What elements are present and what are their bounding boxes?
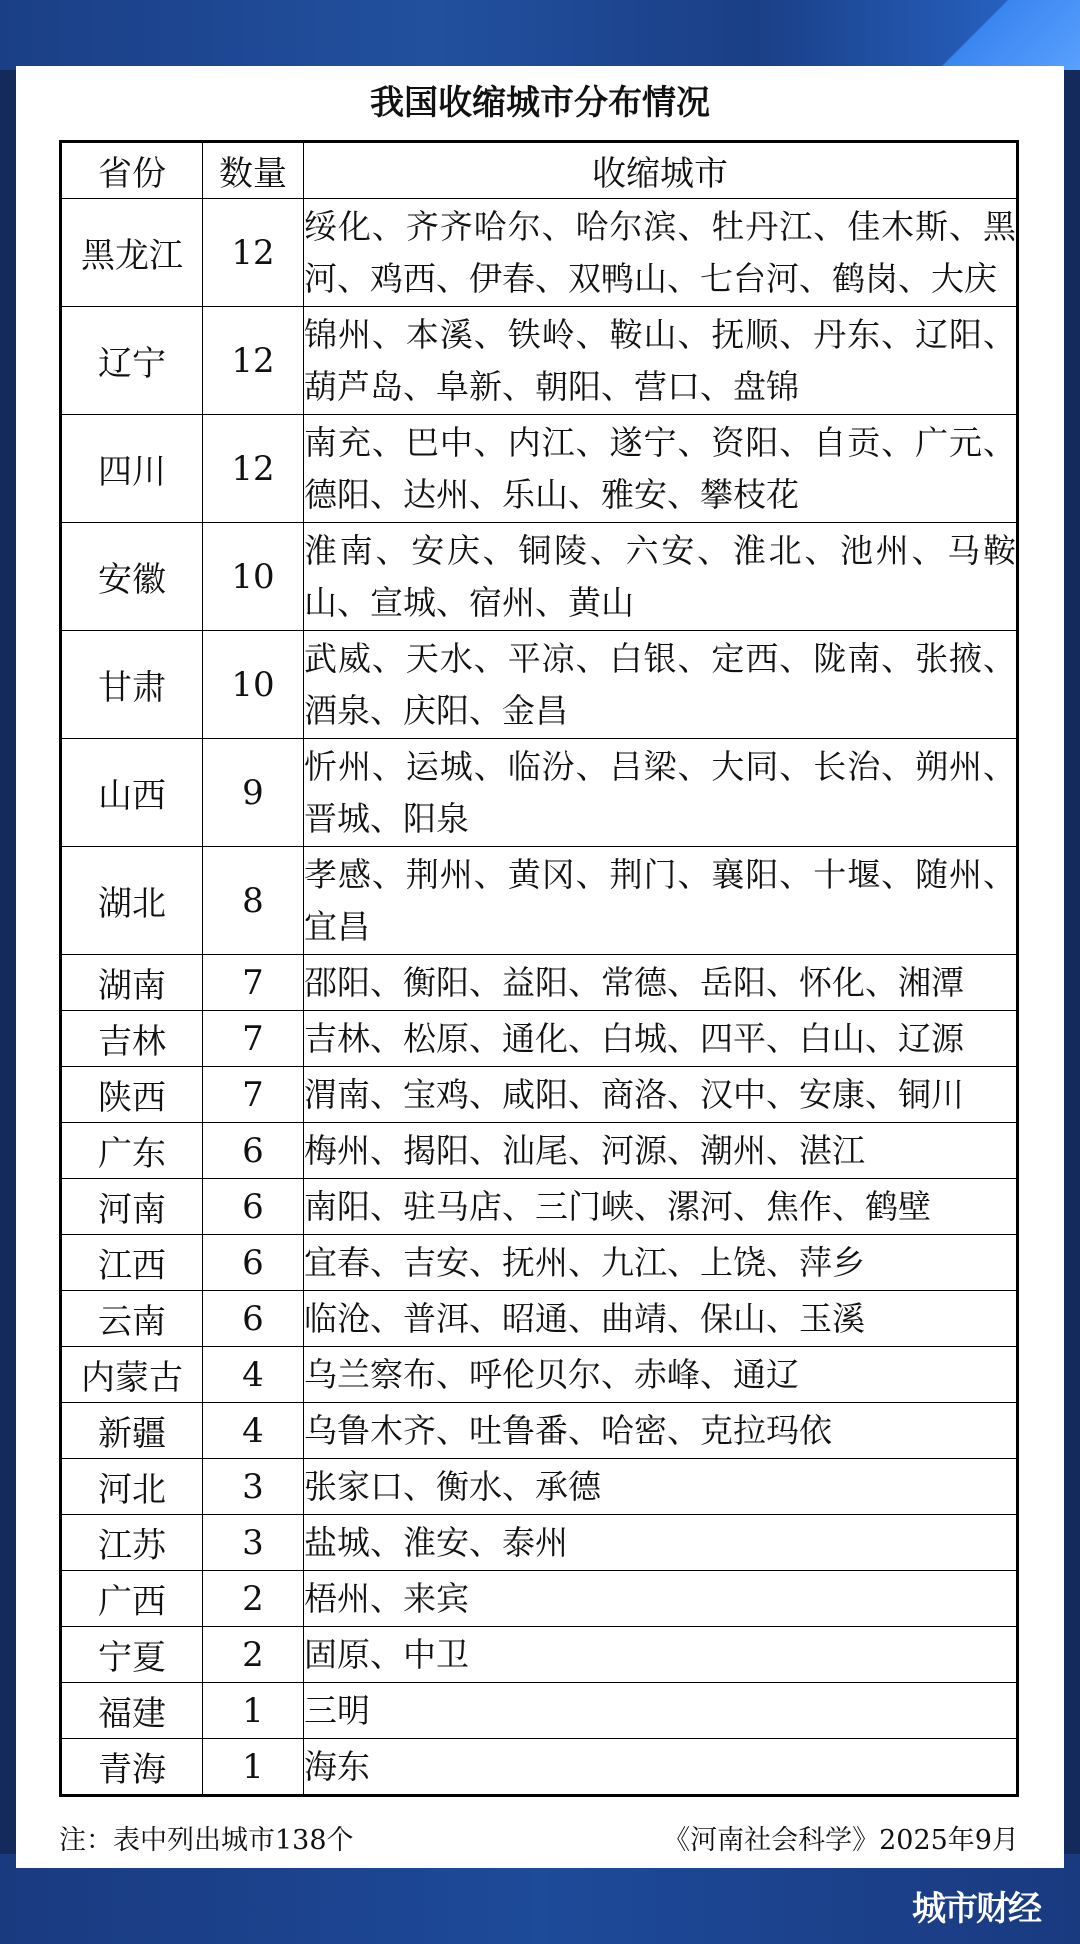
cities-cell: 梧州、来宾 [304, 1571, 1018, 1627]
count-cell: 6 [203, 1123, 304, 1179]
cities-cell: 孝感、荆州、黄冈、荆门、襄阳、十堰、随州、宜昌 [304, 847, 1018, 955]
table-row [61, 199, 1018, 307]
cities-cell: 忻州、运城、临汾、吕梁、大同、长治、朔州、晋城、阳泉 [304, 739, 1018, 847]
shrinking-cities-table [59, 140, 1019, 1797]
cities-cell: 武威、天水、平凉、白银、定西、陇南、张掖、酒泉、庆阳、金昌 [304, 631, 1018, 739]
document-card [16, 66, 1064, 1868]
count-cell: 6 [203, 1291, 304, 1347]
table-row [61, 1627, 1018, 1683]
cities-cell: 南阳、驻马店、三门峡、漯河、焦作、鹤壁 [304, 1179, 1018, 1235]
table-note: 注：表中列出城市138个 [59, 1825, 354, 1856]
cities-cell: 固原、中卫 [304, 1627, 1018, 1683]
count-cell: 3 [203, 1515, 304, 1571]
table-row [61, 1683, 1018, 1739]
province-cell: 云南 [61, 1291, 203, 1347]
cities-cell: 乌鲁木齐、吐鲁番、哈密、克拉玛依 [304, 1403, 1018, 1459]
table-row [61, 1235, 1018, 1291]
count-cell: 12 [203, 415, 304, 523]
cities-cell: 邵阳、衡阳、益阳、常德、岳阳、怀化、湘潭 [304, 955, 1018, 1011]
province-cell: 山西 [61, 739, 203, 847]
cities-cell: 乌兰察布、呼伦贝尔、赤峰、通辽 [304, 1347, 1018, 1403]
province-cell: 湖北 [61, 847, 203, 955]
province-cell: 广东 [61, 1123, 203, 1179]
cities-cell: 盐城、淮安、泰州 [304, 1515, 1018, 1571]
cities-cell: 海东 [304, 1739, 1018, 1796]
count-cell: 3 [203, 1459, 304, 1515]
table-row [61, 1179, 1018, 1235]
province-cell: 湖南 [61, 955, 203, 1011]
count-cell: 12 [203, 307, 304, 415]
province-cell: 河北 [61, 1459, 203, 1515]
cities-cell: 渭南、宝鸡、咸阳、商洛、汉中、安康、铜川 [304, 1067, 1018, 1123]
count-cell: 4 [203, 1403, 304, 1459]
cities-cell: 三明 [304, 1683, 1018, 1739]
table-row [61, 1403, 1018, 1459]
table-row [61, 1571, 1018, 1627]
table-row [61, 1067, 1018, 1123]
watermark-logo: 城市财经 [912, 1889, 1040, 1929]
table-title: 我国收缩城市分布情况 [370, 83, 710, 123]
table-row [61, 1011, 1018, 1067]
header-province: 省份 [61, 142, 203, 199]
header-band [0, 0, 1080, 70]
province-cell: 内蒙古 [61, 1347, 203, 1403]
count-cell: 9 [203, 739, 304, 847]
cities-cell: 吉林、松原、通化、白城、四平、白山、辽源 [304, 1011, 1018, 1067]
table-row [61, 415, 1018, 523]
table-row [61, 307, 1018, 415]
header-count: 数量 [203, 142, 304, 199]
count-cell: 7 [203, 1011, 304, 1067]
province-cell: 甘肃 [61, 631, 203, 739]
table-row [61, 955, 1018, 1011]
cities-cell: 淮南、安庆、铜陵、六安、淮北、池州、马鞍山、宣城、宿州、黄山 [304, 523, 1018, 631]
cities-cell: 梅州、揭阳、汕尾、河源、潮州、湛江 [304, 1123, 1018, 1179]
count-cell: 12 [203, 199, 304, 307]
province-cell: 辽宁 [61, 307, 203, 415]
count-cell: 2 [203, 1627, 304, 1683]
province-cell: 青海 [61, 1739, 203, 1796]
table-row [61, 1515, 1018, 1571]
table-row [61, 1347, 1018, 1403]
count-cell: 10 [203, 631, 304, 739]
table-row [61, 1291, 1018, 1347]
table-row [61, 1459, 1018, 1515]
count-cell: 10 [203, 523, 304, 631]
cities-cell: 张家口、衡水、承德 [304, 1459, 1018, 1515]
province-cell: 河南 [61, 1179, 203, 1235]
province-cell: 新疆 [61, 1403, 203, 1459]
count-cell: 1 [203, 1739, 304, 1796]
count-cell: 1 [203, 1683, 304, 1739]
province-cell: 黑龙江 [61, 199, 203, 307]
table-row [61, 847, 1018, 955]
cities-cell: 绥化、齐齐哈尔、哈尔滨、牡丹江、佳木斯、黑河、鸡西、伊春、双鸭山、七台河、鹤岗、大庆 [304, 199, 1018, 307]
count-cell: 6 [203, 1179, 304, 1235]
province-cell: 吉林 [61, 1011, 203, 1067]
province-cell: 江西 [61, 1235, 203, 1291]
source-citation: 《河南社会科学》2025年9月 [663, 1825, 1019, 1856]
province-cell: 宁夏 [61, 1627, 203, 1683]
province-cell: 四川 [61, 415, 203, 523]
table-row [61, 523, 1018, 631]
count-cell: 2 [203, 1571, 304, 1627]
header-cities: 收缩城市 [304, 142, 1018, 199]
province-cell: 安徽 [61, 523, 203, 631]
count-cell: 7 [203, 955, 304, 1011]
cities-cell: 锦州、本溪、铁岭、鞍山、抚顺、丹东、辽阳、葫芦岛、阜新、朝阳、营口、盘锦 [304, 307, 1018, 415]
cities-cell: 临沧、普洱、昭通、曲靖、保山、玉溪 [304, 1291, 1018, 1347]
province-cell: 福建 [61, 1683, 203, 1739]
cities-cell: 宜春、吉安、抚州、九江、上饶、萍乡 [304, 1235, 1018, 1291]
count-cell: 7 [203, 1067, 304, 1123]
count-cell: 6 [203, 1235, 304, 1291]
count-cell: 4 [203, 1347, 304, 1403]
table-row [61, 631, 1018, 739]
province-cell: 陕西 [61, 1067, 203, 1123]
table-row [61, 1739, 1018, 1796]
province-cell: 广西 [61, 1571, 203, 1627]
header-accent [930, 0, 1080, 70]
province-cell: 江苏 [61, 1515, 203, 1571]
table-row [61, 1123, 1018, 1179]
table-header-row [61, 142, 1018, 199]
table-row [61, 739, 1018, 847]
count-cell: 8 [203, 847, 304, 955]
cities-cell: 南充、巴中、内江、遂宁、资阳、自贡、广元、德阳、达州、乐山、雅安、攀枝花 [304, 415, 1018, 523]
